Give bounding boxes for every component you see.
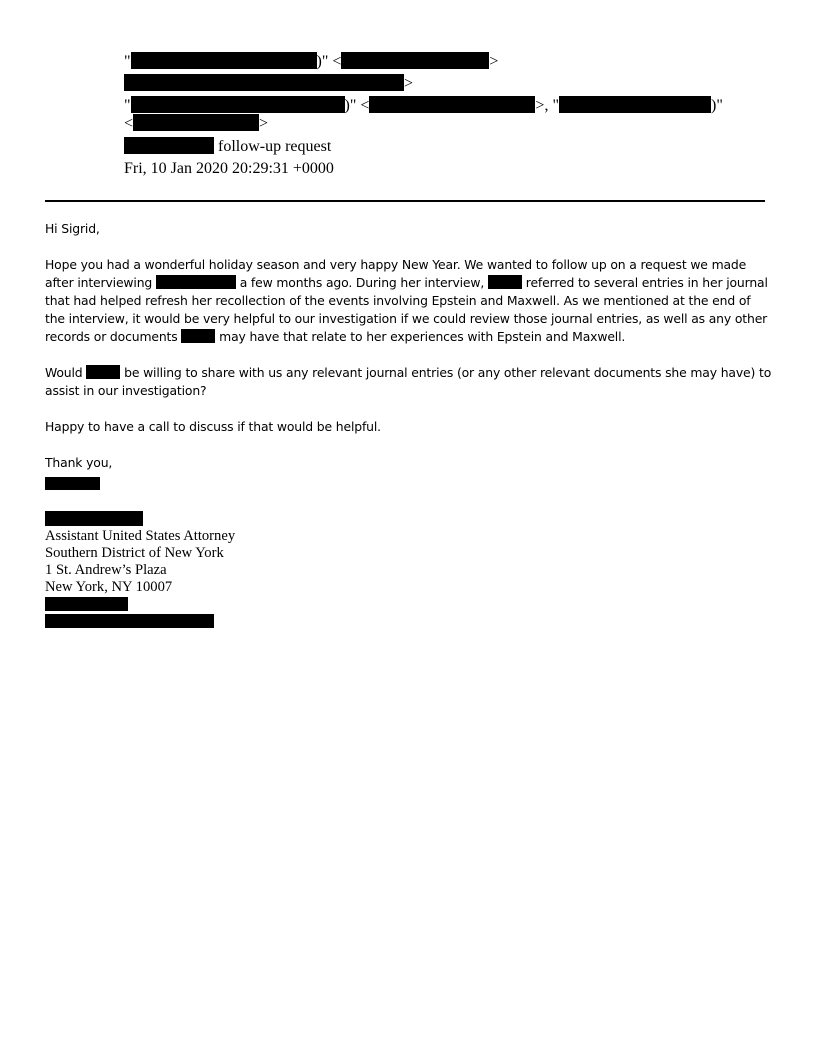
redaction-signer-name [45, 511, 143, 526]
greeting: Hi Sigrid, [45, 221, 100, 236]
redaction [341, 52, 489, 69]
signature-block [45, 528, 235, 596]
redaction-email [45, 614, 214, 628]
redaction [131, 96, 345, 113]
redaction [156, 275, 236, 289]
cc-value-continued: < > [124, 115, 269, 132]
from-value: " )" < > [124, 53, 499, 70]
email-body [45, 220, 773, 472]
paragraph-3: Happy to have a call to discuss if that would be helpful. [45, 419, 381, 434]
redaction [133, 114, 259, 131]
paragraph-2: Would be willing to share with us any relevant journal entries (or any other relevant documents she may have) to assist in our investigation? [45, 365, 772, 398]
signature-office: Southern District of New York [45, 545, 224, 561]
to-value: > [124, 74, 413, 94]
header-divider [45, 200, 765, 202]
redaction-signature-name [45, 477, 100, 490]
signature-city: New York, NY 10007 [45, 579, 173, 595]
redaction [124, 74, 404, 91]
redaction [369, 96, 535, 113]
redaction [488, 275, 522, 289]
closing: Thank you, [45, 455, 113, 470]
redaction [124, 137, 214, 154]
date-value: Fri, 10 Jan 2020 20:29:31 +0000 [124, 160, 334, 177]
cc-value: " )" < >, " )" [124, 97, 723, 114]
subject-value: follow-up request [124, 137, 331, 157]
redaction [181, 329, 215, 343]
redaction [559, 96, 711, 113]
redaction [86, 365, 120, 379]
signature-title: Assistant United States Attorney [45, 528, 236, 544]
redaction-phone [45, 597, 128, 611]
paragraph-1: Hope you had a wonderful holiday season and very happy New Year. We wanted to follow up on a request we made after interviewing a few months ago. During her interview, referred to several entries in her journal that had helped refresh her recollection of the events involving Epstein and Maxwell. As we mentioned at the end of the interview, it would be very helpful to our investigation if we could review those journal entries, as well as any other records or documents may have that relate to her experiences with Epstein and Maxwell. [45, 257, 768, 344]
signature-street: 1 St. Andrew’s Plaza [45, 562, 167, 578]
redaction [131, 52, 317, 69]
